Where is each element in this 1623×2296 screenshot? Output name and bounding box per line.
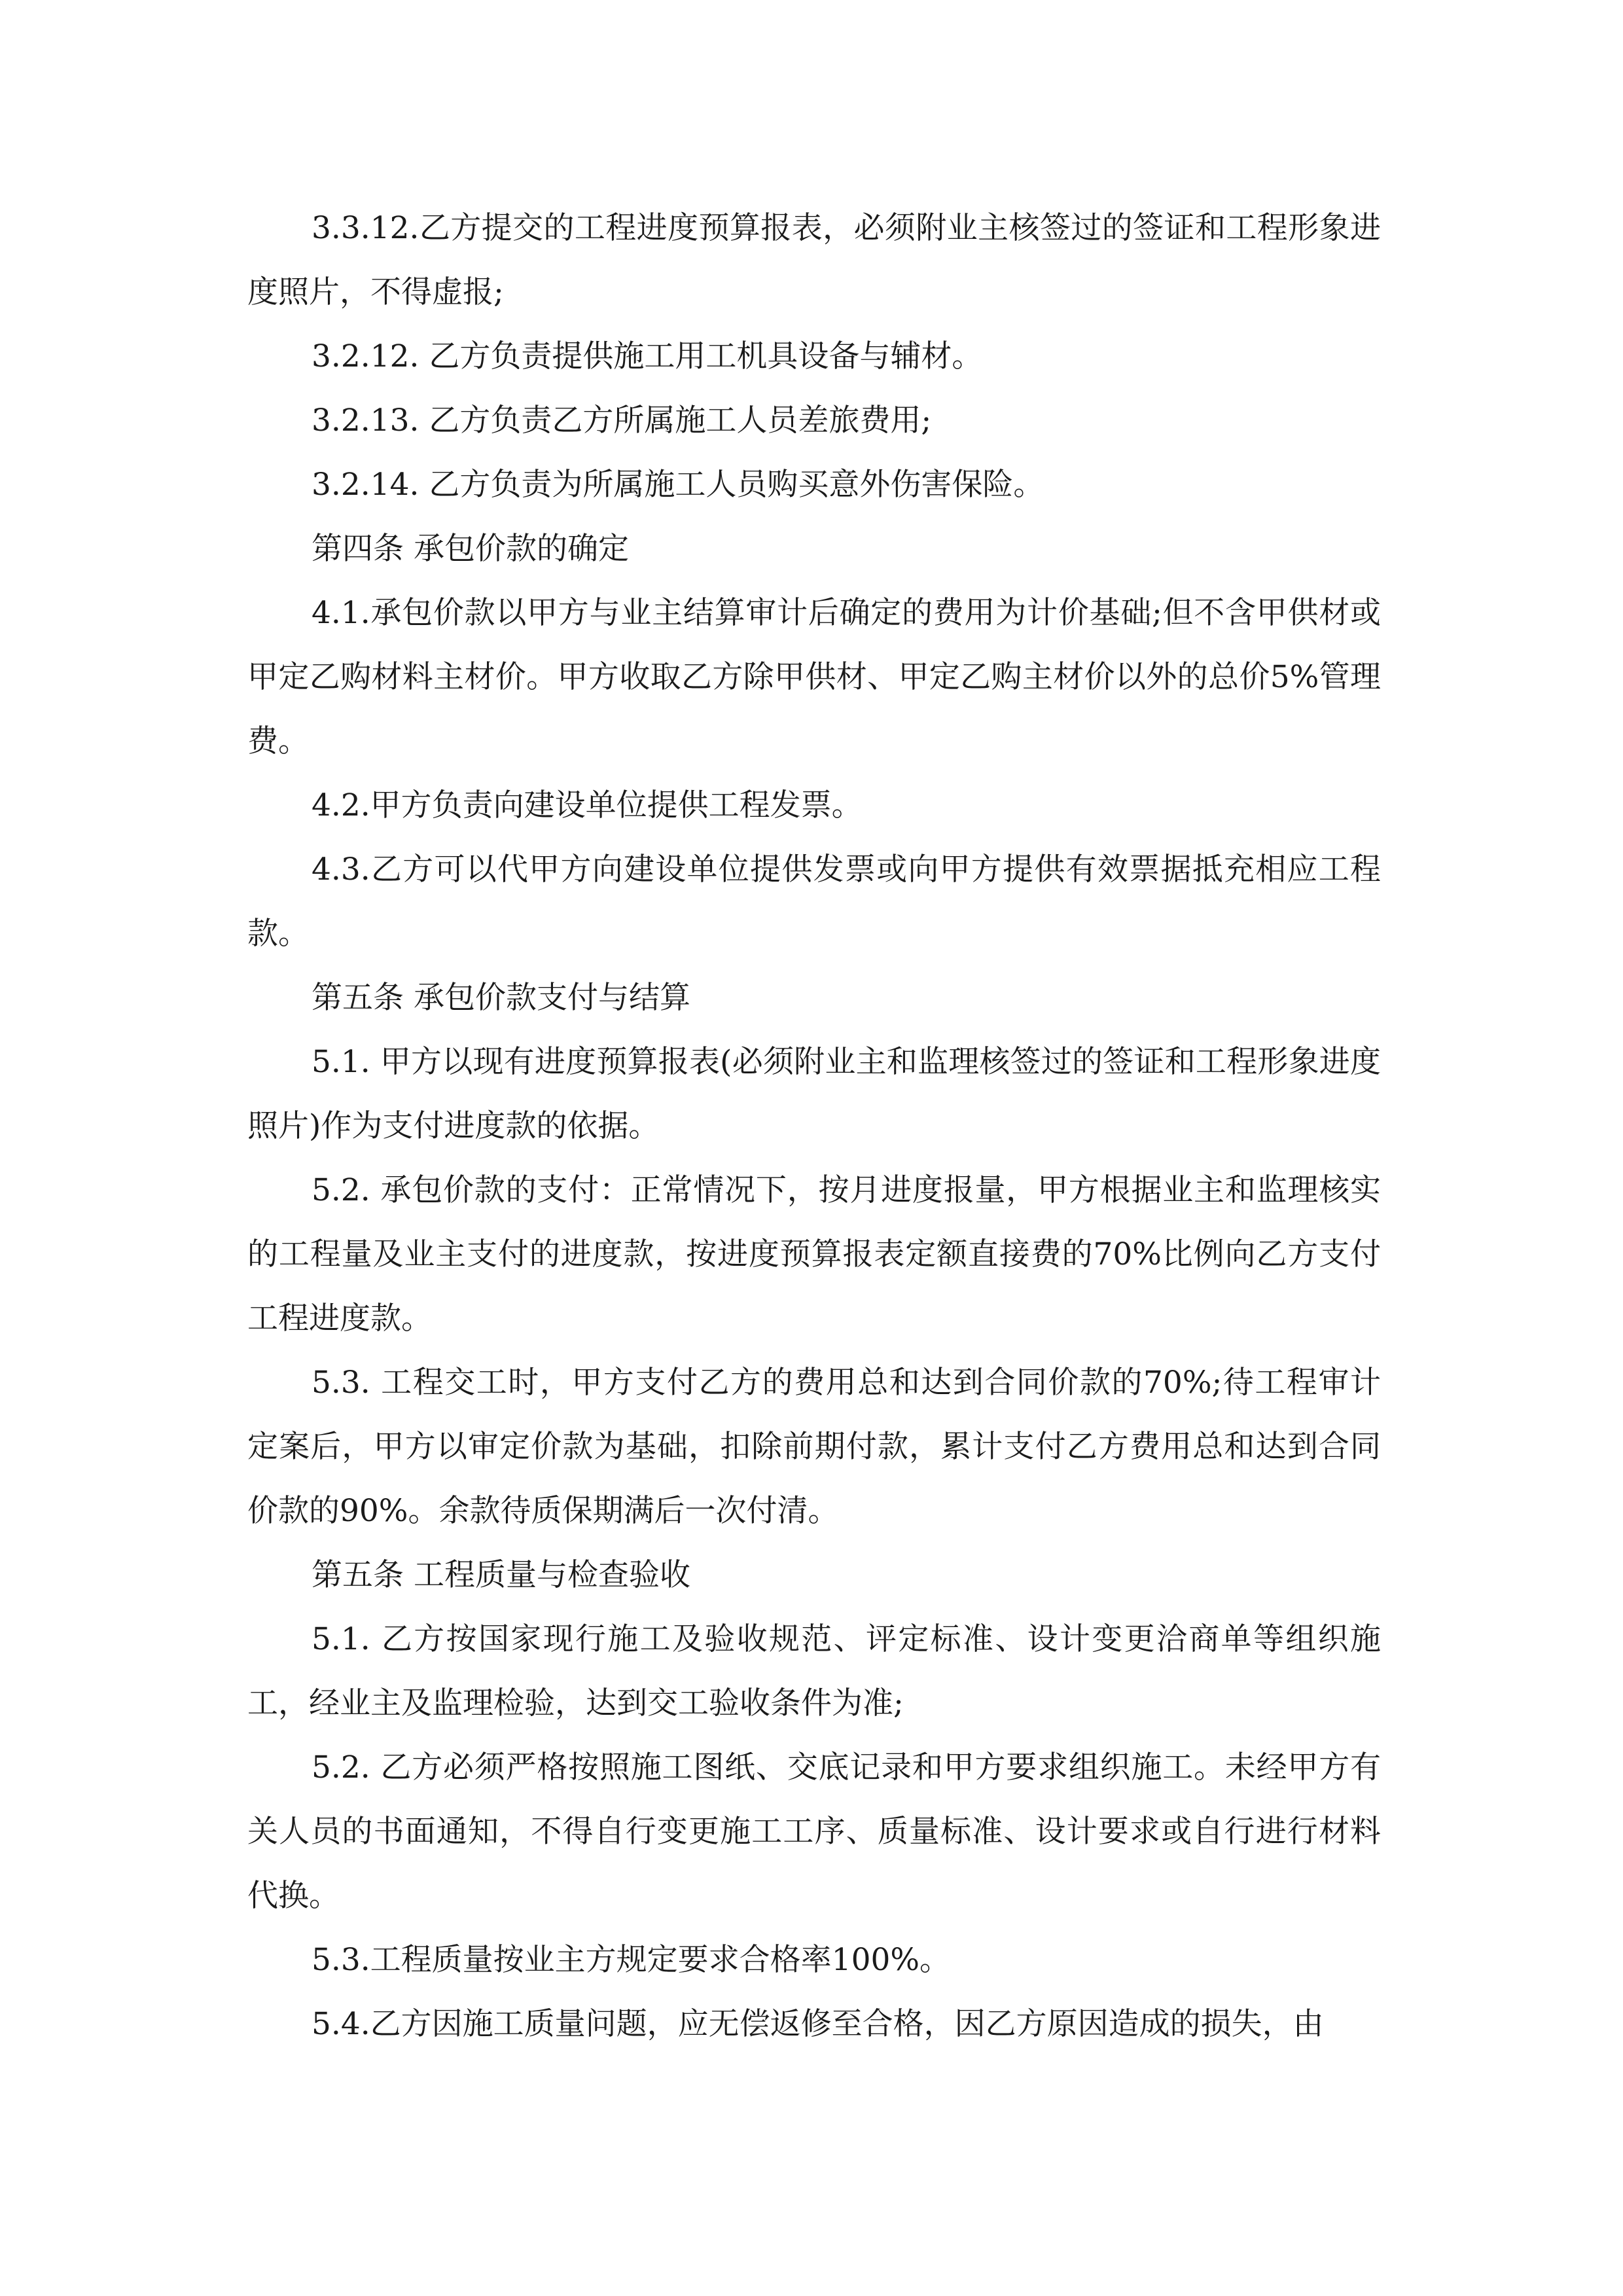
section-heading-article-5-quality: 第五条 工程质量与检查验收 (312, 1557, 690, 1593)
clause-5-3-payment: 5.3. 工程交工时，甲方支付乙方的费用总和达到合同价款的70%;待工程审计定案后，甲方以审定价款为基础，扣除前期付款，累计支付乙方费用总和达到合同价款的90%。余款待质保期满后一次付清。 (247, 1365, 1381, 1529)
clause-3-2-14: 3.2.14. 乙方负责为所属施工人员购买意外伤害保险。 (312, 467, 1044, 503)
clause-5-1-quality: 5.1. 乙方按国家现行施工及验收规范、评定标准、设计变更洽商单等组织施工，经业主及监理检验，达到交工验收条件为准; (247, 1621, 1381, 1721)
document-body (247, 196, 1381, 2056)
clause-4-2: 4.2.甲方负责向建设单位提供工程发票。 (312, 787, 863, 823)
clause-5-2-payment: 5.2. 承包价款的支付：正常情况下，按月进度报量，甲方根据业主和监理核实的工程量及业主支付的进度款，按进度预算报表定额直接费的70%比例向乙方支付工程进度款。 (247, 1172, 1381, 1336)
clause-5-4-quality: 5.4.乙方因施工质量问题，应无偿返修至合格，因乙方原因造成的损失，由 (312, 2006, 1324, 2042)
section-heading-article-4: 第四条 承包价款的确定 (312, 531, 629, 567)
clause-4-1: 4.1.承包价款以甲方与业主结算审计后确定的费用为计价基础;但不含甲供材或甲定乙购材料主材价。甲方收取乙方除甲供材、甲定乙购主材价以外的总价5%管理费。 (247, 595, 1381, 759)
clause-5-2-quality: 5.2. 乙方必须严格按照施工图纸、交底记录和甲方要求组织施工。未经甲方有关人员的书面通知，不得自行变更施工工序、质量标准、设计要求或自行进行材料代换。 (247, 1749, 1381, 1914)
clause-3-3-12: 3.3.12.乙方提交的工程进度预算报表，必须附业主核签过的签证和工程形象进度照片，不得虚报; (247, 210, 1381, 310)
section-heading-article-5-payment: 第五条 承包价款支付与结算 (312, 980, 690, 1016)
clause-5-1-payment: 5.1. 甲方以现有进度预算报表(必须附业主和监理核签过的签证和工程形象进度照片)作为支付进度款的依据。 (247, 1044, 1381, 1144)
clause-3-2-12: 3.2.12. 乙方负责提供施工用工机具设备与辅材。 (312, 338, 983, 374)
clause-3-2-13: 3.2.13. 乙方负责乙方所属施工人员差旅费用; (312, 403, 932, 439)
clause-5-3-quality: 5.3.工程质量按业主方规定要求合格率100%。 (312, 1942, 951, 1978)
clause-4-3: 4.3.乙方可以代甲方向建设单位提供发票或向甲方提供有效票据抵充相应工程款。 (247, 852, 1381, 952)
